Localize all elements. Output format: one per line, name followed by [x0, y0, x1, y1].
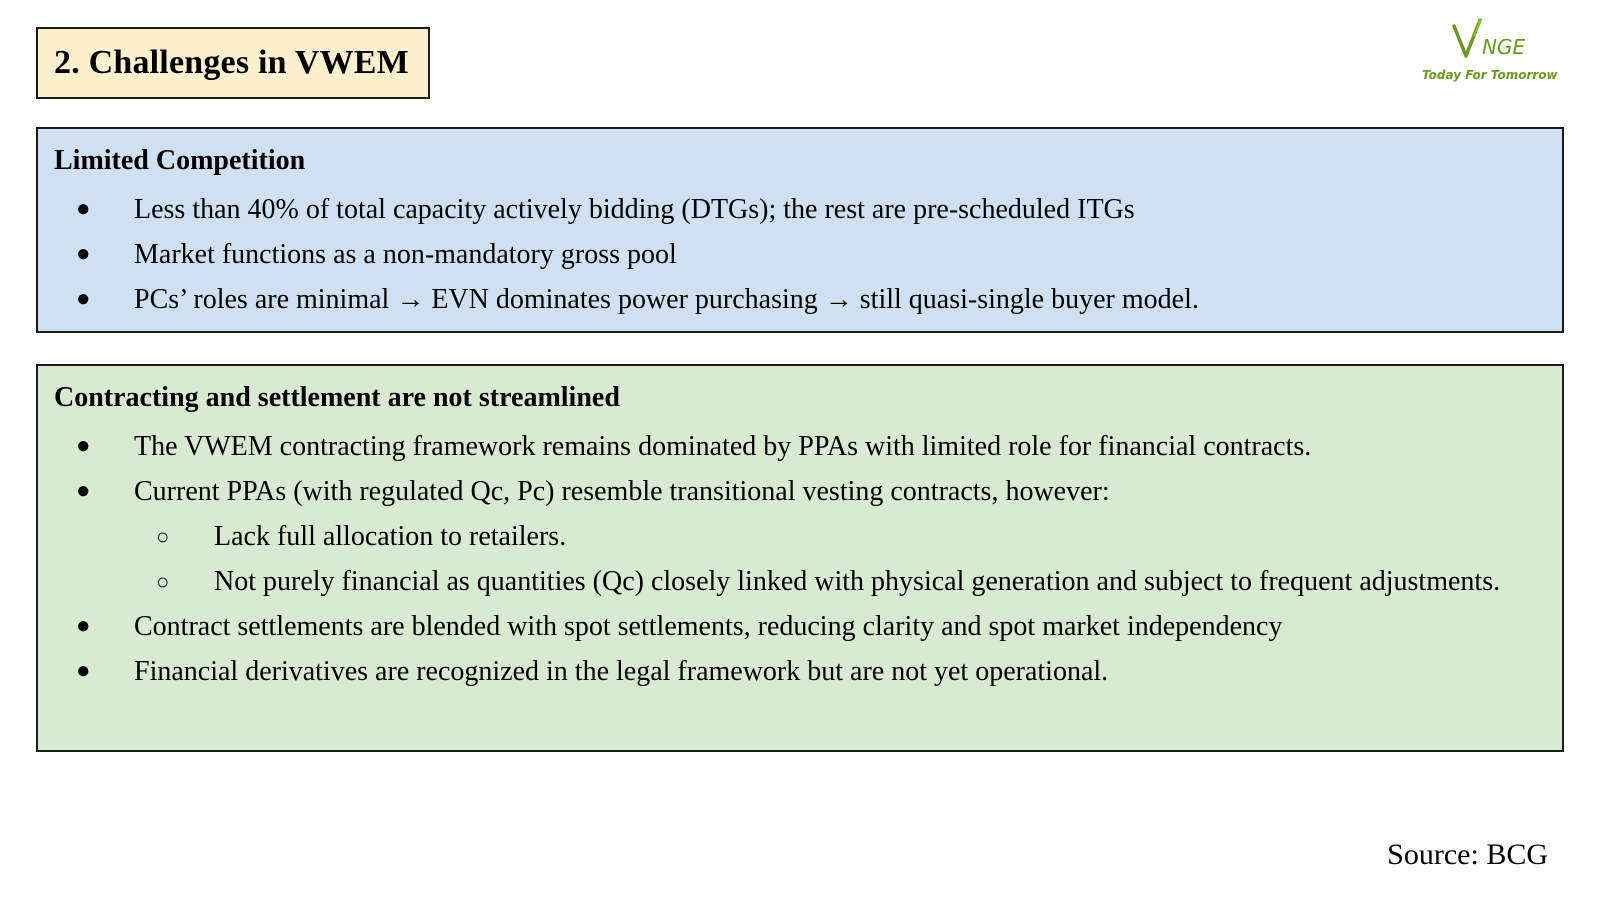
contracting-settlement-panel	[36, 364, 1564, 752]
sub-bullet-marker: ○	[156, 524, 170, 549]
bullet-marker: ●	[76, 286, 91, 312]
slide-title-box	[36, 27, 430, 99]
bullet-marker: ●	[76, 433, 91, 459]
logo-tagline: Today For Tomorrow	[1422, 68, 1558, 82]
panel-heading: Limited Competition	[54, 145, 306, 176]
bullet-text: The VWEM contracting framework remains dominated by PPAs with limited role for financial contracts.	[134, 431, 1312, 462]
bullet-text: Current PPAs (with regulated Qc, Pc) resemble transitional vesting contracts, however:	[134, 476, 1110, 507]
bullet-text: Less than 40% of total capacity actively bidding (DTGs); the rest are pre-scheduled ITGs	[134, 194, 1135, 225]
bullet-text: PCs’ roles are minimal → EVN dominates power purchasing → still quasi-single buyer model.	[134, 284, 1199, 315]
bullet-text: Market functions as a non-mandatory gross pool	[134, 239, 677, 270]
bullet-text: Financial derivatives are recognized in the legal framework but are not yet operational.	[134, 656, 1109, 687]
svg-text:NGE: NGE	[1482, 35, 1526, 59]
vnge-logo-mark	[1450, 18, 1530, 62]
panel-heading: Contracting and settlement are not streamlined	[54, 382, 620, 413]
bullet-text: Contract settlements are blended with spot settlements, reducing clarity and spot market independency	[134, 611, 1283, 642]
bullet-marker: ●	[76, 613, 91, 639]
bullet-list	[54, 604, 1546, 694]
list-item	[54, 649, 1546, 694]
bullet-marker: ●	[76, 658, 91, 684]
list-item	[54, 604, 1546, 649]
sub-bullet-marker: ○	[156, 569, 170, 594]
vnge-logo	[1418, 18, 1558, 88]
list-item	[54, 277, 1546, 322]
limited-competition-panel	[36, 127, 1564, 333]
bullet-marker: ●	[76, 196, 91, 222]
list-item	[54, 232, 1546, 277]
list-item	[54, 469, 1546, 514]
list-item	[54, 187, 1546, 232]
list-item	[54, 424, 1546, 469]
bullet-marker: ●	[76, 478, 91, 504]
sub-bullet-text: Lack full allocation to retailers.	[214, 521, 567, 552]
source-note: Source: BCG	[1387, 838, 1548, 871]
bullet-list	[54, 424, 1546, 514]
bullet-marker: ●	[76, 241, 91, 267]
slide-title: 2. Challenges in VWEM	[54, 44, 409, 81]
sub-list-item	[54, 514, 1546, 559]
sub-list-item	[54, 559, 1546, 604]
bullet-list	[54, 187, 1546, 322]
sub-bullet-text: Not purely financial as quantities (Qc) closely linked with physical generation and subject to frequent adjustments.	[214, 566, 1501, 597]
sub-bullet-list	[54, 514, 1546, 604]
